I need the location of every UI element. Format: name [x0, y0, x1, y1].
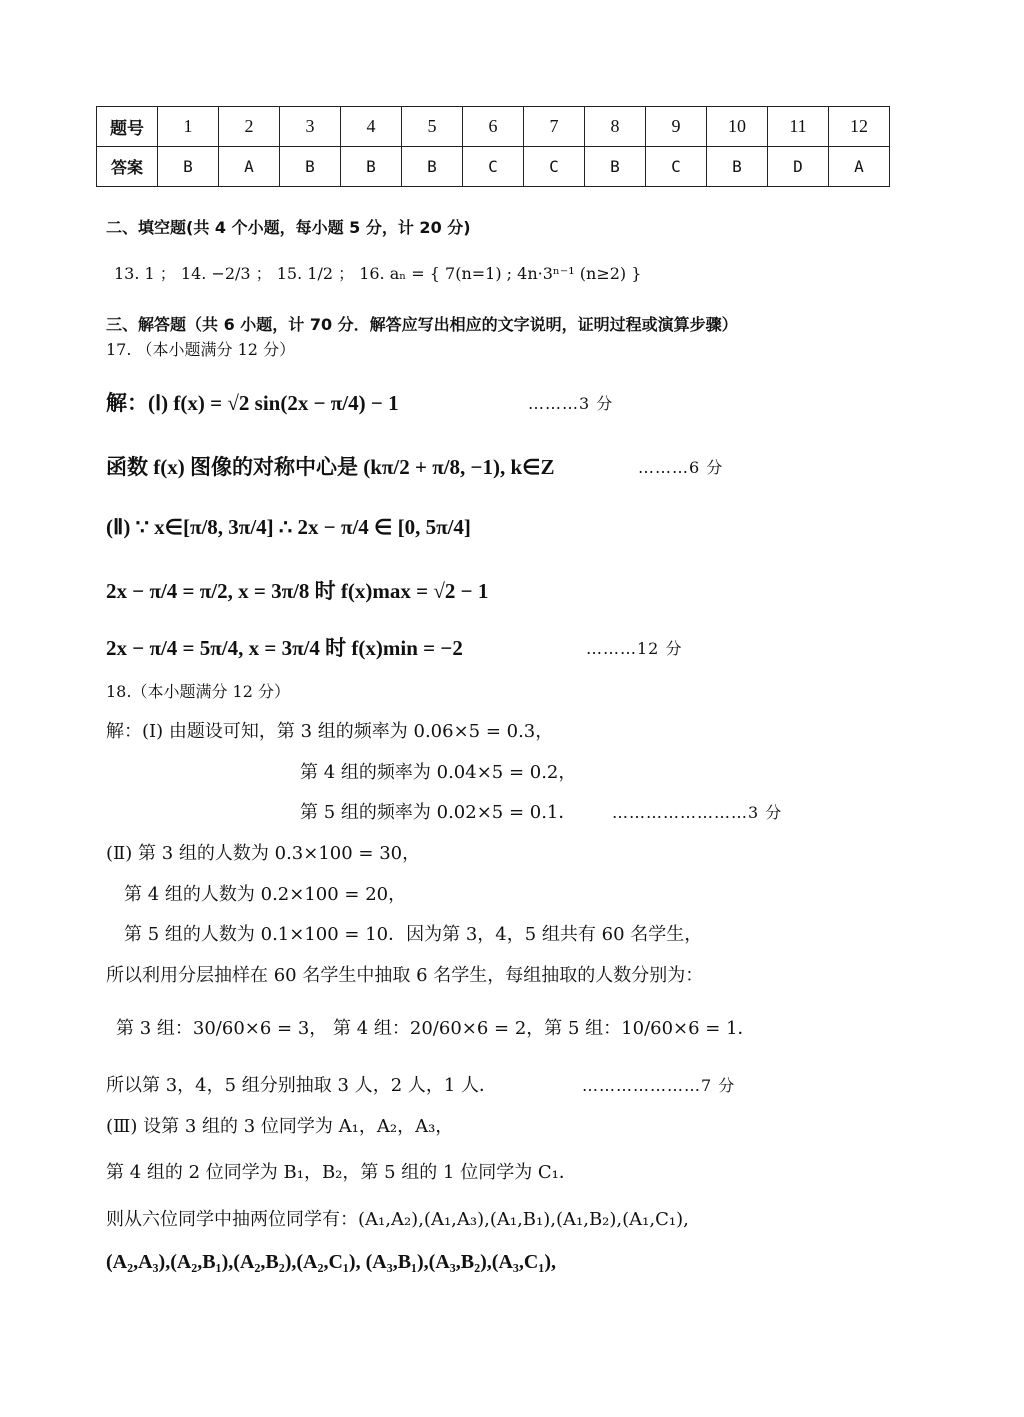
table-cell: B	[341, 147, 402, 187]
table-cell: B	[585, 147, 646, 187]
q17-line4: 2x − π/4 = π/2, x = 3π/8 时 f(x)max = √2 − 1	[106, 579, 489, 603]
table-cell: D	[768, 147, 829, 187]
table-header-number: 题号	[97, 107, 158, 147]
table-cell: 8	[585, 107, 646, 147]
fill-answers: 13. 1 ； 14. −2/3 ； 15. 1/2 ； 16. aₙ = { 7(n=1) ; 4n·3ⁿ⁻¹ (n≥2) }	[114, 264, 642, 283]
table-cell: B	[402, 147, 463, 187]
section3-title: 三、解答题（共 6 小题，计 70 分．解答应写出相应的文字说明，证明过程或演算步骤）	[106, 315, 738, 334]
table-cell: 6	[463, 107, 524, 147]
q18-line11: 第 4 组的 2 位同学为 B₁，B₂，第 5 组的 1 位同学为 C₁．	[106, 1162, 577, 1183]
q18-line12: 则从六位同学中抽两位同学有：(A₁,A₂),(A₁,A₃),(A₁,B₁),(A₁,B₂),(A₁,C₁),	[106, 1209, 689, 1230]
table-cell: 11	[768, 107, 829, 147]
q18-line10: (Ⅲ) 设第 3 组的 3 位同学为 A₁，A₂，A₃，	[106, 1116, 454, 1137]
q18-line7: 所以利用分层抽样在 60 名学生中抽取 6 名学生，每组抽取的人数分别为：	[106, 965, 704, 986]
table-cell: 9	[646, 107, 707, 147]
table-cell: 4	[341, 107, 402, 147]
table-cell: 10	[707, 107, 768, 147]
q18-line6: 第 5 组的人数为 0.1×100 = 10．因为第 3，4，5 组共有 60 名学生，	[124, 924, 703, 945]
q18-score2: …………………7 分	[582, 1076, 736, 1095]
q18-line9: 所以第 3，4，5 组分别抽取 3 人，2 人，1 人．	[106, 1075, 498, 1096]
table-cell: 5	[402, 107, 463, 147]
q18-line1: 解：(Ⅰ) 由题设可知，第 3 组的频率为 0.06×5 = 0.3，	[106, 721, 554, 742]
table-cell: B	[707, 147, 768, 187]
answer-table	[96, 106, 890, 187]
q18-line2: 第 4 组的频率为 0.04×5 = 0.2，	[300, 762, 577, 783]
q17-score2: ………6 分	[638, 458, 724, 477]
q18-line3: 第 5 组的频率为 0.02×5 = 0.1．	[300, 802, 577, 823]
q18-heading: 18.（本小题满分 12 分）	[106, 682, 290, 701]
q18-line4: (Ⅱ) 第 3 组的人数为 0.3×100 = 30，	[106, 843, 421, 864]
table-cell: C	[524, 147, 585, 187]
table-row	[97, 147, 890, 187]
table-cell: C	[646, 147, 707, 187]
q17-heading: 17. （本小题满分 12 分）	[106, 340, 296, 359]
q17-line3: (Ⅱ) ∵ x∈[π/8, 3π/4] ∴ 2x − π/4 ∈ [0, 5π/4]	[106, 515, 471, 539]
table-cell: A	[219, 147, 280, 187]
table-cell: C	[463, 147, 524, 187]
q18-line13: (A₂,A₃),(A₂,B₁),(A₂,B₂),(A₂,C₁), (A₃,B₁),(A₃,B₂),(A₃,C₁),	[106, 1251, 556, 1273]
table-cell: 12	[829, 107, 890, 147]
q17-line1: 解：(Ⅰ) f(x) = √2 sin(2x − π/4) − 1	[106, 391, 399, 415]
table-cell: B	[280, 147, 341, 187]
q18-score1: ……………………3 分	[612, 803, 783, 822]
table-cell: 2	[219, 107, 280, 147]
q18-line8: 第 3 组：30/60×6 = 3， 第 4 组：20/60×6 = 2，第 5 组：10/60×6 = 1．	[116, 1018, 756, 1039]
table-header-answer: 答案	[97, 147, 158, 187]
q18-line5: 第 4 组的人数为 0.2×100 = 20，	[124, 884, 407, 905]
table-cell: 3	[280, 107, 341, 147]
q17-score1: ………3 分	[528, 394, 614, 413]
table-cell: 1	[158, 107, 219, 147]
q17-line5: 2x − π/4 = 5π/4, x = 3π/4 时 f(x)min = −2	[106, 636, 463, 660]
q17-score3: ………12 分	[586, 639, 683, 658]
table-cell: A	[829, 147, 890, 187]
table-cell: B	[158, 147, 219, 187]
table-row	[97, 107, 890, 147]
q17-line2: 函数 f(x) 图像的对称中心是 (kπ/2 + π/8, −1), k∈Z	[106, 455, 555, 479]
table-cell: 7	[524, 107, 585, 147]
section2-title: 二、填空题(共 4 个小题，每小题 5 分，计 20 分)	[106, 218, 471, 237]
